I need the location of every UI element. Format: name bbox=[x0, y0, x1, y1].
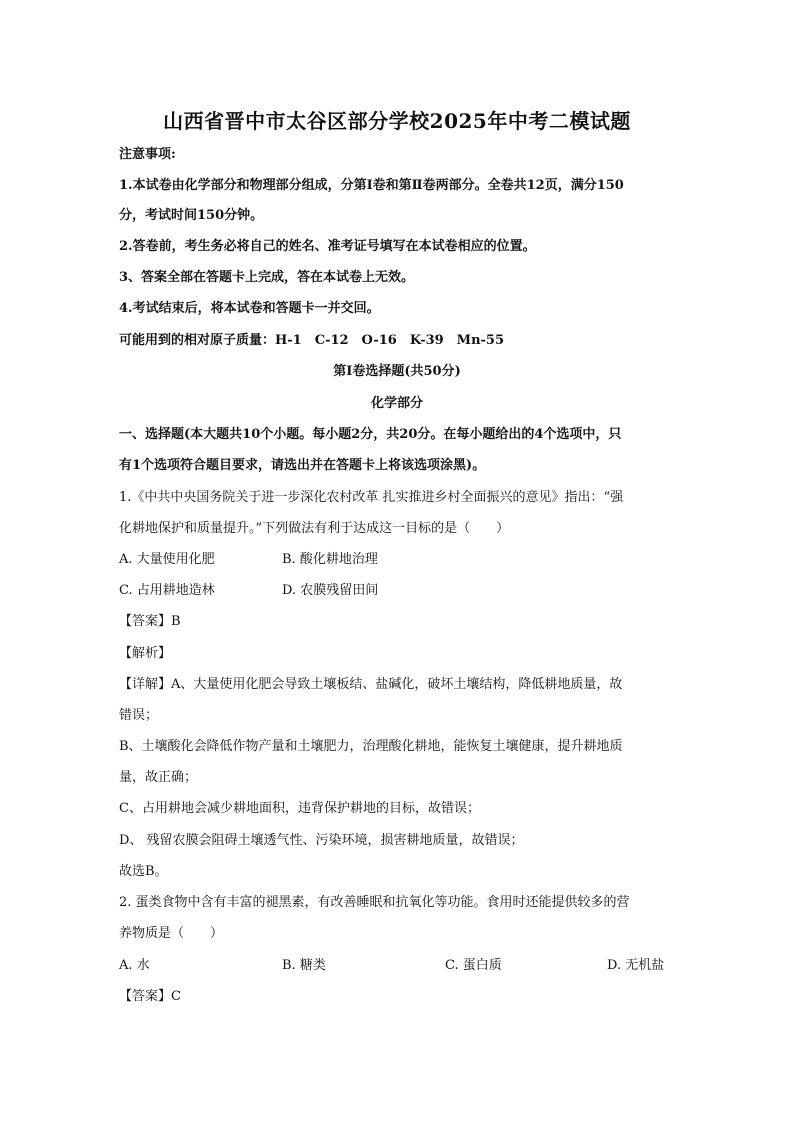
q1-detail-line-4: 量，故正确； bbox=[119, 770, 198, 785]
q2-option-c: C. 蛋白质 bbox=[445, 958, 502, 973]
q2-option-a: A. 水 bbox=[119, 958, 150, 973]
q2-stem-line-1: 2. 蛋类食物中含有丰富的褪黑素，有改善睡眠和抗氧化等功能。食用时还能提供较多的营 bbox=[119, 895, 630, 910]
notice-item-4: 4.考试结束后，将本试卷和答题卡一并交回。 bbox=[119, 301, 380, 316]
q2-option-b: B. 糖类 bbox=[282, 958, 326, 973]
notice-item-1-line-1: 1.本试卷由化学部分和物理部分组成，分第Ⅰ卷和第Ⅱ卷两部分。全卷共12页，满分150 bbox=[119, 178, 624, 193]
page-title: 山西省晋中市太谷区部分学校2025年中考二模试题 bbox=[163, 109, 631, 133]
atomic-mass-line: 可能用到的相对原子质量：H-1 C-12 O-16 K-39 Mn-55 bbox=[119, 333, 505, 348]
q1-detail-line-6: D、 残留农膜会阻碍土壤透气性、污染环境，损害耕地质量，故错误； bbox=[119, 833, 524, 848]
q1-analysis-label: 【解析】 bbox=[119, 646, 172, 661]
section-instructions-line-1: 一、选择题(本大题共10个小题。每小题2分，共20分。在每小题给出的4个选项中，只 bbox=[119, 427, 622, 442]
q1-stem-line-2: 化耕地保护和质量提升。”下列做法有利于达成这一目标的是（ ） bbox=[119, 521, 510, 536]
notice-item-2: 2.答卷前，考生务必将自己的姓名、准考证号填写在本试卷相应的位置。 bbox=[119, 239, 536, 254]
q2-stem-line-2: 养物质是（ ） bbox=[119, 926, 224, 941]
q1-option-d: D. 农膜残留田间 bbox=[282, 583, 379, 598]
q1-detail-line-2: 错误； bbox=[119, 708, 159, 723]
q1-answer: 【答案】B bbox=[119, 614, 181, 629]
q1-detail-line-1: 【详解】A、大量使用化肥会导致土壤板结、盐碱化，破坏土壤结构，降低耕地质量，故 bbox=[119, 677, 623, 692]
subject-title: 化学部分 bbox=[370, 396, 423, 411]
q1-option-a: A. 大量使用化肥 bbox=[119, 552, 215, 567]
q1-detail-line-5: C、占用耕地会减少耕地面积，违背保护耕地的目标，故错误； bbox=[119, 801, 480, 816]
notice-heading: 注意事项: bbox=[119, 147, 176, 162]
q2-option-d: D. 无机盐 bbox=[607, 958, 665, 973]
q2-answer: 【答案】C bbox=[119, 989, 181, 1004]
q1-stem-line-1: 1.《中共中央国务院关于进一步深化农村改革 扎实推进乡村全面振兴的意见》指出：“强 bbox=[119, 490, 624, 505]
q1-detail-line-3: B、土壤酸化会降低作物产量和土壤肥力，治理酸化耕地，能恢复土壤健康，提升耕地质 bbox=[119, 739, 623, 754]
part-title: 第Ⅰ卷选择题(共50分) bbox=[333, 364, 461, 379]
notice-item-1-line-2: 分，考试时间150分钟。 bbox=[119, 208, 264, 223]
q1-option-c: C. 占用耕地造林 bbox=[119, 583, 215, 598]
section-instructions-line-2: 有1个选项符合题目要求，请选出并在答题卡上将该选项涂黑)。 bbox=[119, 458, 486, 473]
q1-option-b: B. 酸化耕地治理 bbox=[282, 552, 378, 567]
notice-item-3: 3、答案全部在答题卡上完成，答在本试卷上无效。 bbox=[119, 270, 415, 285]
q1-conclusion: 故选B。 bbox=[119, 864, 168, 879]
